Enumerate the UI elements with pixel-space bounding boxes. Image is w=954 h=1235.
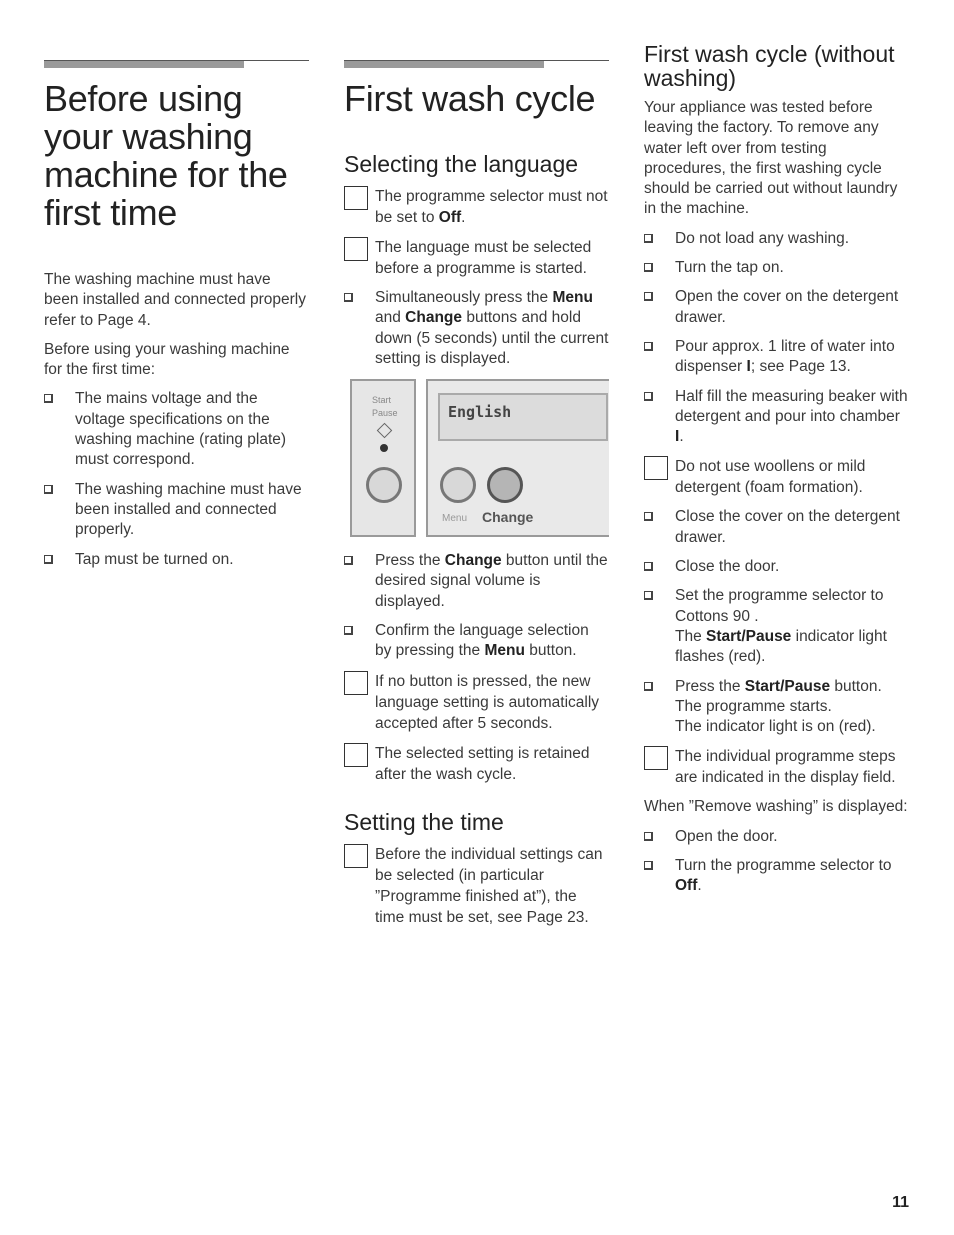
step-text: Press the — [675, 677, 745, 695]
step-text-bold: Change — [444, 552, 502, 570]
step-text-bold: Start/Pause — [706, 627, 792, 645]
change-label: Change — [482, 509, 534, 526]
start-label: Start — [372, 395, 392, 406]
step-text: Open the door. — [675, 827, 778, 845]
note-text-bold: Off — [438, 209, 462, 226]
step-text-bold: Menu — [484, 642, 525, 660]
step-text: Do not load any washing. — [675, 229, 850, 247]
section-before-first-use — [44, 60, 309, 579]
note-box-icon — [644, 456, 668, 480]
list-item — [344, 551, 609, 612]
step-text-bold: Start/Pause — [744, 677, 831, 695]
note — [344, 186, 609, 228]
note — [344, 844, 609, 928]
section-first-wash-cycle — [344, 60, 609, 937]
list-item-text: Tap must be turned on. — [75, 550, 234, 568]
lcd-display — [438, 393, 608, 441]
list-item — [44, 550, 309, 570]
list-item — [644, 258, 909, 278]
control-panel-illustration — [344, 379, 609, 539]
page-number: 11 — [892, 1194, 909, 1211]
note-text: Do not use woollens or mild detergent (foam formation). — [675, 458, 866, 497]
section-rule — [344, 60, 609, 68]
step-text: and — [375, 309, 406, 327]
checkbox-bullet-icon — [644, 292, 653, 301]
menu-label: Menu — [442, 513, 468, 525]
note-text: If no button is pressed, the new language setting is automatically accepted after 5 seconds. — [375, 672, 600, 732]
step-text: . — [697, 877, 702, 895]
checkbox-bullet-icon — [44, 555, 53, 564]
section-first-wash-without-washing — [644, 42, 909, 906]
list-item — [644, 856, 909, 897]
step-text: . — [679, 428, 684, 446]
checkbox-bullet-icon — [344, 626, 353, 635]
list-item — [644, 387, 909, 448]
note-text: The programme selector must not be set to — [375, 188, 608, 226]
page-title-before-using: Before using your washing machine for the first time — [44, 78, 288, 233]
step-text: ; see Page 13. — [750, 358, 851, 376]
list-item — [44, 480, 309, 541]
step-text: The — [675, 627, 707, 645]
step-text: Pour approx. 1 litre of water into dispenser — [675, 337, 895, 376]
checkbox-bullet-icon — [644, 234, 653, 243]
list-item — [344, 621, 609, 662]
indicator-light-icon — [380, 444, 388, 452]
step-text: Close the door. — [675, 558, 780, 576]
note — [644, 746, 909, 788]
subheading-selecting-language: Selecting the language — [344, 151, 579, 177]
step-text-bold: Menu — [552, 289, 593, 306]
step-text: Confirm the language selection by pressing the — [375, 622, 589, 660]
intro-paragraph-2: Before using your washing machine for the first time: — [44, 340, 290, 379]
display-panel — [426, 379, 609, 537]
note-text: The selected setting is retained after the wash cycle. — [375, 744, 590, 783]
list-item — [644, 677, 909, 738]
list-item — [644, 337, 909, 378]
section-title-first-wash: First wash cycle — [344, 78, 596, 119]
intro-paragraph: Your appliance was tested before leaving the factory. To remove any water left over from testing procedures, the first washing cycle should be carried out without laundry in the machine. — [644, 99, 898, 218]
step-text: indicator light flashes (red). — [675, 627, 887, 666]
checkbox-bullet-icon — [644, 591, 653, 600]
step-text: Half fill the measuring beaker with detergent and pour into chamber — [675, 387, 908, 425]
note-box-icon — [344, 844, 368, 868]
list-item-text: The mains voltage and the voltage specifications on the washing machine (rating plate) must correspond. — [75, 390, 287, 469]
note-text: Before the individual settings can be selected (in particular ”Programme finished at”), the time must be set, see Page 23. — [375, 845, 603, 926]
step-text: Open the cover on the detergent drawer. — [675, 288, 899, 326]
checkbox-bullet-icon — [644, 832, 653, 841]
step-text: Close the cover on the detergent drawer. — [675, 508, 900, 546]
note-box-icon — [344, 743, 368, 767]
change-button — [487, 467, 523, 503]
checkbox-bullet-icon — [344, 556, 353, 565]
checkbox-bullet-icon — [644, 342, 653, 351]
list-item — [44, 389, 309, 470]
list-item — [644, 586, 909, 667]
list-item — [644, 827, 909, 847]
step-text: Simultaneously press the — [375, 289, 553, 306]
step-text: Turn the programme selector to — [675, 857, 892, 875]
note-box-icon — [644, 746, 668, 770]
subheading-setting-time: Setting the time — [344, 808, 504, 835]
step-text: buttons and hold down (5 seconds) until the current setting is displayed. — [375, 309, 609, 367]
list-item — [644, 557, 909, 577]
note — [344, 743, 609, 785]
checkbox-bullet-icon — [644, 392, 653, 401]
step-text: The indicator light is on (red). — [675, 718, 876, 736]
step-text: button. — [524, 642, 577, 660]
note — [644, 456, 909, 498]
step-text: The programme starts. — [675, 697, 832, 715]
start-pause-symbol-icon — [377, 423, 393, 439]
note — [344, 671, 609, 734]
list-item-text: The washing machine must have been installed and connected properly. — [75, 480, 302, 539]
step-text: button until the desired signal volume is displayed. — [375, 552, 608, 610]
checkbox-bullet-icon — [644, 512, 653, 521]
checkbox-bullet-icon — [644, 562, 653, 571]
step-text: Press the — [375, 552, 445, 570]
when-paragraph: When ”Remove washing” is displayed: — [644, 798, 908, 816]
list-item — [644, 507, 909, 548]
note — [344, 237, 609, 279]
step-text-bold: I — [746, 358, 751, 376]
pause-label: Pause — [372, 408, 398, 419]
note-box-icon — [344, 671, 368, 695]
step-text-bold: I — [675, 428, 680, 446]
list-item — [344, 288, 609, 369]
start-pause-panel — [350, 379, 416, 537]
checkbox-bullet-icon — [44, 394, 53, 403]
subheading-first-wash-without-washing: First wash cycle (without washing) — [644, 41, 895, 91]
step-text: Turn the tap on. — [675, 259, 784, 277]
list-item — [644, 229, 909, 249]
list-item — [644, 287, 909, 328]
start-pause-button — [366, 467, 402, 503]
menu-button — [440, 467, 476, 503]
checkbox-bullet-icon — [344, 293, 353, 302]
intro-paragraph: The washing machine must have been installed and connected properly refer to Page 4. — [44, 271, 306, 329]
note-box-icon — [344, 237, 368, 261]
section-rule — [44, 60, 309, 68]
display-text: English — [448, 403, 512, 422]
checkbox-bullet-icon — [644, 861, 653, 870]
step-text-bold: Off — [675, 877, 698, 895]
note-text: The language must be selected before a programme is started. — [375, 239, 592, 277]
note-box-icon — [344, 186, 368, 210]
checkbox-bullet-icon — [644, 263, 653, 272]
note-text: . — [461, 209, 466, 226]
step-text: button. — [830, 677, 882, 695]
note-text: The individual programme steps are indicated in the display field. — [675, 748, 896, 787]
checkbox-bullet-icon — [44, 485, 53, 494]
step-text: Set the programme selector to Cottons 90 . — [675, 587, 884, 625]
checkbox-bullet-icon — [644, 682, 653, 691]
step-text-bold: Change — [405, 309, 463, 327]
